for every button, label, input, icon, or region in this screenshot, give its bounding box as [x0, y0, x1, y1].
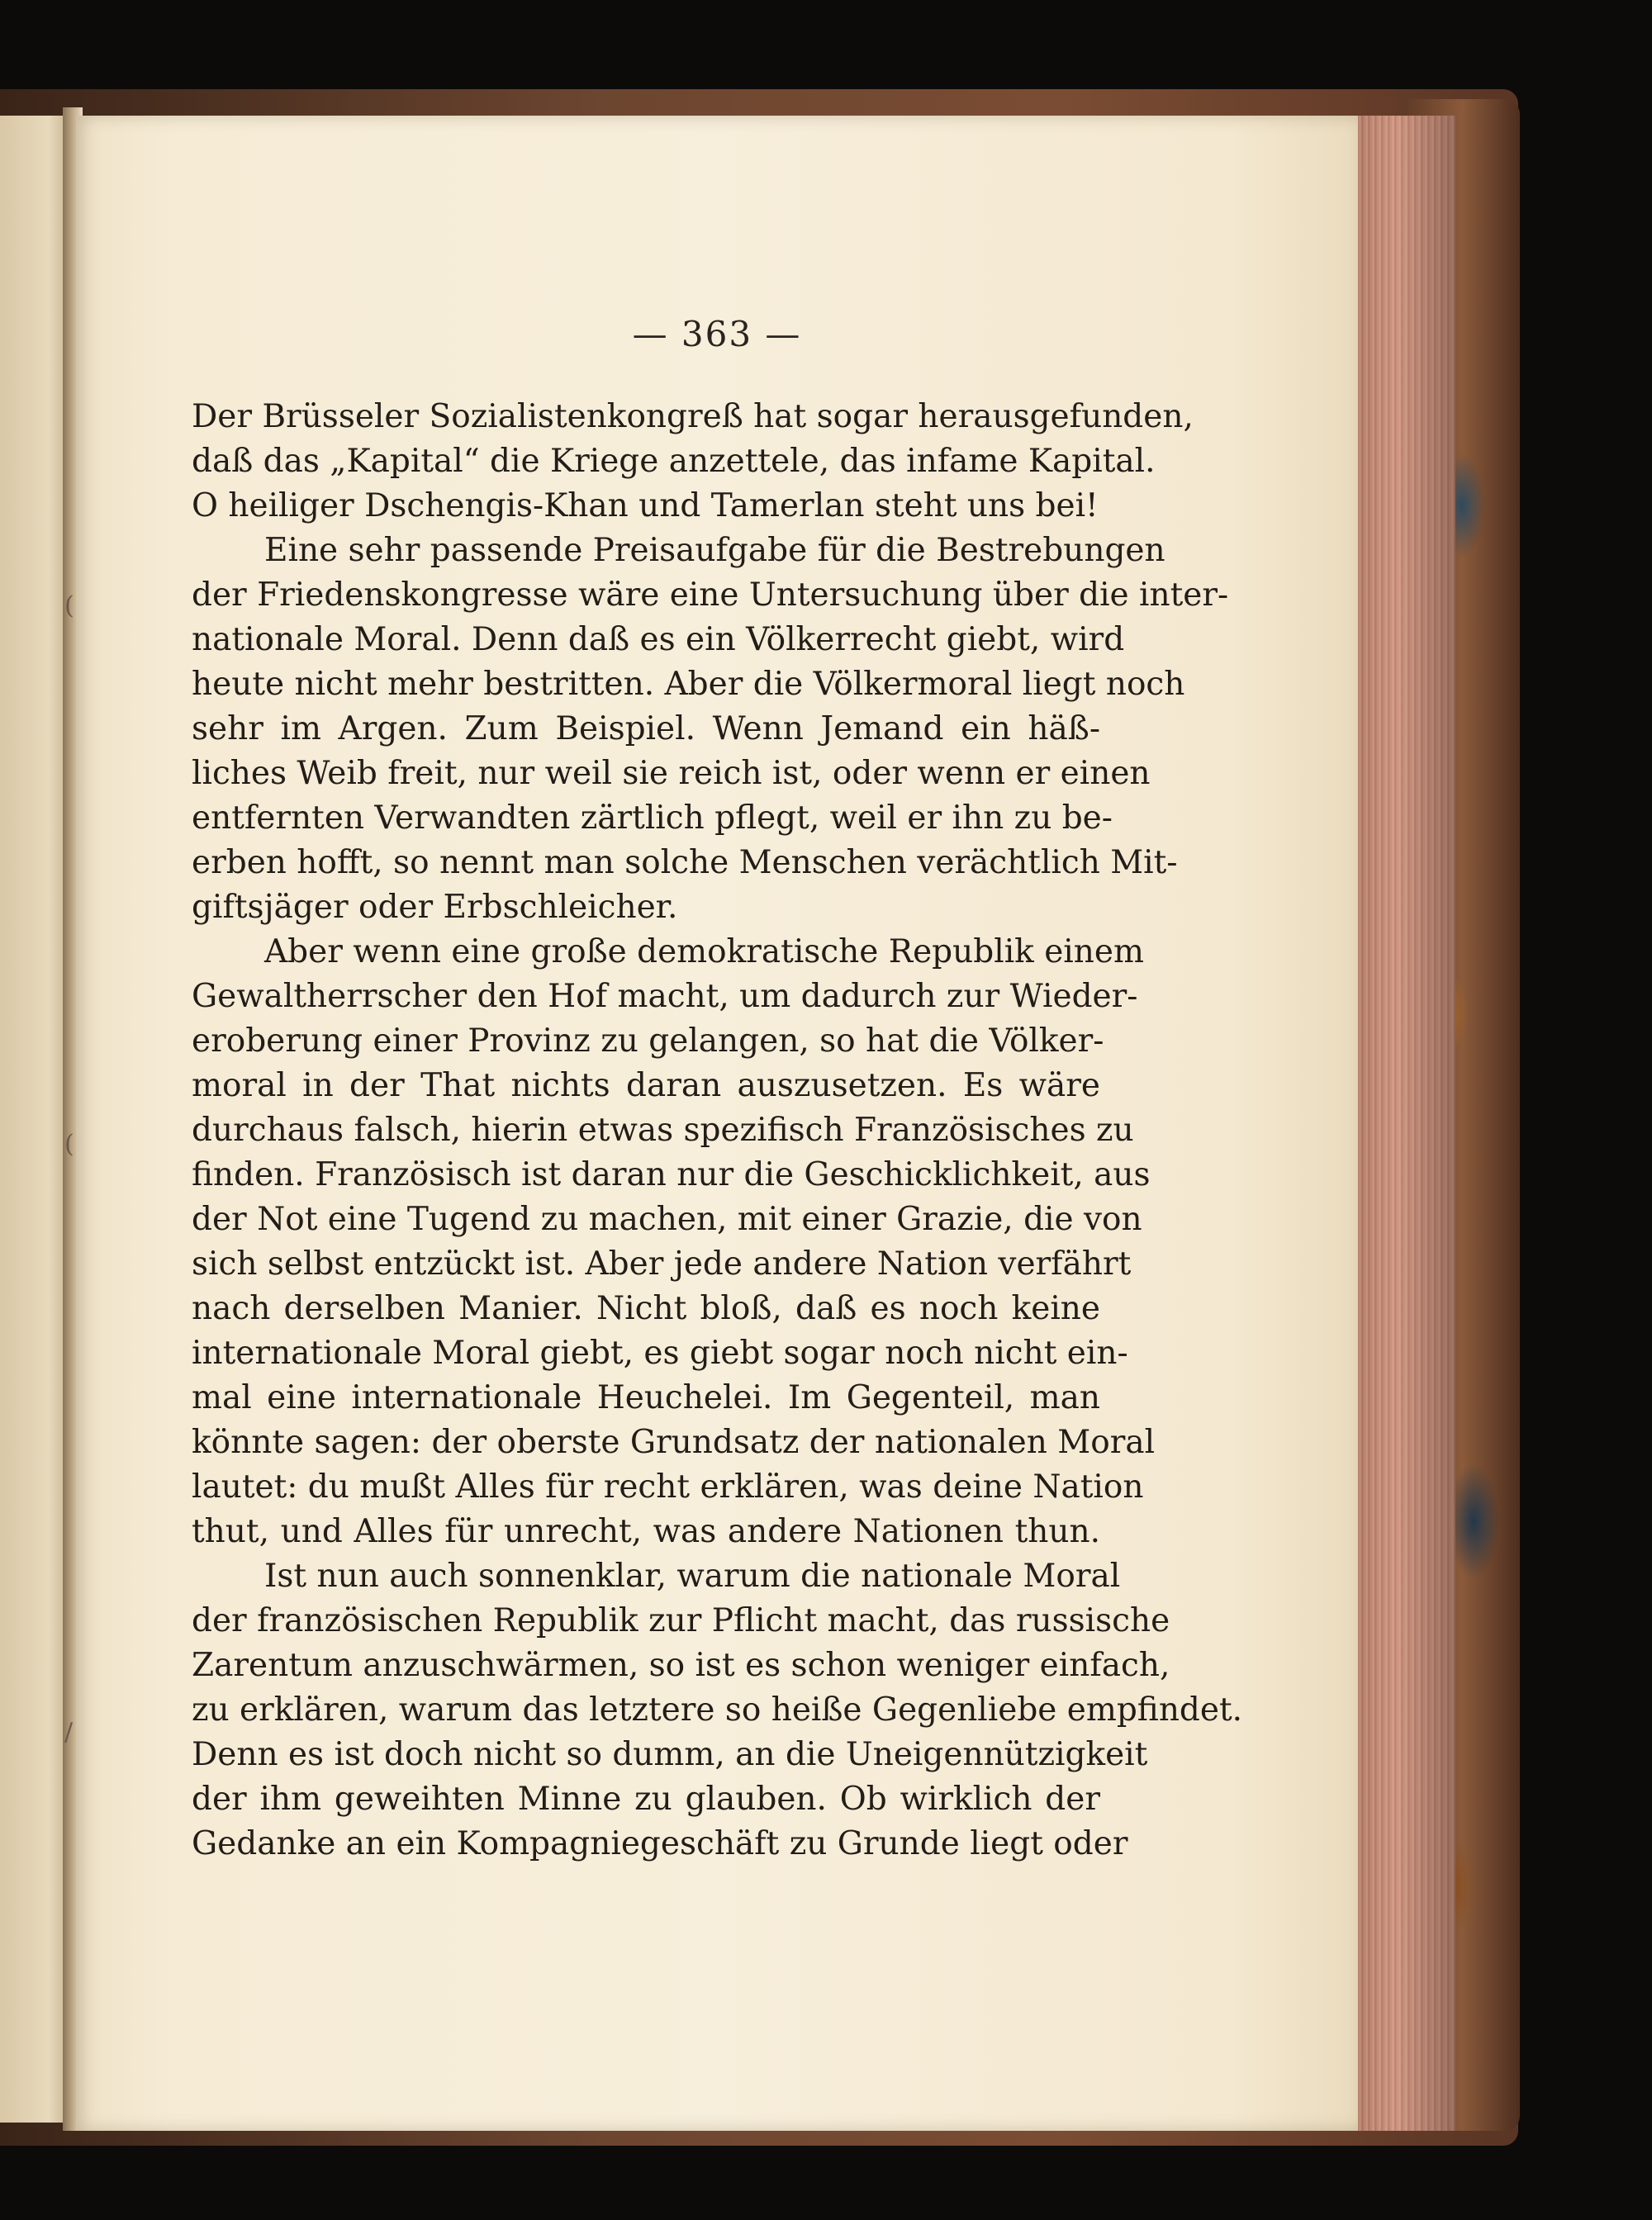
text-line: Ist nun auch sonnenklar, warum die nationale Moral [264, 1558, 1121, 1595]
text-line: Der Brüsseler Sozialistenkongreß hat sogar herausgefunden, [192, 398, 1194, 435]
text-line: durchaus falsch, hierin etwas spezifisch Französisches zu [192, 1112, 1134, 1149]
text-line: könnte sagen: der oberste Grundsatz der nationalen Moral [192, 1424, 1156, 1461]
text-line: Gedanke an ein Kompagniegeschäft zu Grunde liegt oder [192, 1825, 1128, 1862]
text-line: mal eine internationale Heuchelei. Im Gegenteil, man [192, 1379, 1100, 1416]
text-line: moral in der That nichts daran auszusetzen. Es wäre [192, 1067, 1100, 1104]
body-text [192, 395, 1243, 1867]
margin-mark: / [64, 1718, 74, 1747]
text-line: heute nicht mehr bestritten. Aber die Völkermoral liegt noch [192, 666, 1185, 703]
text-line: erben hofft, so nennt man solche Menschen verächtlich Mit- [192, 844, 1178, 881]
text-line: lautet: du mußt Alles für recht erklären, was deine Nation [192, 1468, 1144, 1506]
text-line: nach derselben Manier. Nicht bloß, daß es noch keine [192, 1290, 1100, 1327]
text-line: Gewaltherrscher den Hof macht, um dadurch zur Wieder- [192, 978, 1138, 1015]
text-line: finden. Französisch ist daran nur die Geschicklichkeit, aus [192, 1156, 1151, 1193]
margin-mark: ( [64, 1130, 74, 1159]
text-line: der Not eine Tugend zu machen, mit einer Grazie, die von [192, 1201, 1142, 1238]
text-line: der französischen Republik zur Pflicht macht, das russische [192, 1602, 1170, 1639]
text-line: Denn es ist doch nicht so dumm, an die Uneigennützigkeit [192, 1736, 1148, 1773]
text-line: nationale Moral. Denn daß es ein Völkerrecht giebt, wird [192, 621, 1125, 658]
text-line: Eine sehr passende Preisaufgabe für die Bestrebungen [264, 532, 1165, 569]
text-line: Zarentum anzuschwärmen, so ist es schon weniger einfach, [192, 1647, 1170, 1684]
facing-page [0, 116, 69, 2123]
text-line: zu erklären, warum das letztere so heiße Gegenliebe empfindet. [192, 1691, 1243, 1729]
text-line: sich selbst entzückt ist. Aber jede andere Nation verfährt [192, 1245, 1132, 1283]
text-line: Aber wenn eine große demokratische Republik einem [264, 933, 1144, 970]
text-line: thut, und Alles für unrecht, was andere Nationen thun. [192, 1513, 1100, 1550]
text-line: liches Weib freit, nur weil sie reich ist, oder wenn er einen [192, 755, 1151, 792]
text-line: der ihm geweihten Minne zu glauben. Ob wirklich der [192, 1781, 1100, 1818]
text-line: O heiliger Dschengis-Khan und Tamerlan steht uns bei! [192, 487, 1099, 524]
text-line: sehr im Argen. Zum Beispiel. Wenn Jemand ein häß- [192, 710, 1100, 747]
text-line: entfernten Verwandten zärtlich pflegt, weil er ihn zu be- [192, 799, 1113, 837]
page-number: — 363 — [632, 314, 802, 354]
text-line: eroberung einer Provinz zu gelangen, so hat die Völker- [192, 1022, 1104, 1060]
text-line: der Friedenskongresse wäre eine Untersuchung über die inter- [192, 576, 1229, 614]
text-line: internationale Moral giebt, es giebt sogar noch nicht ein- [192, 1335, 1128, 1372]
page-block-shade [1358, 116, 1455, 2131]
text-line: daß das „Kapital“ die Kriege anzettele, das infame Kapital. [192, 443, 1156, 480]
margin-mark: ( [64, 591, 74, 620]
text-line: giftsjäger oder Erbschleicher. [192, 889, 678, 926]
